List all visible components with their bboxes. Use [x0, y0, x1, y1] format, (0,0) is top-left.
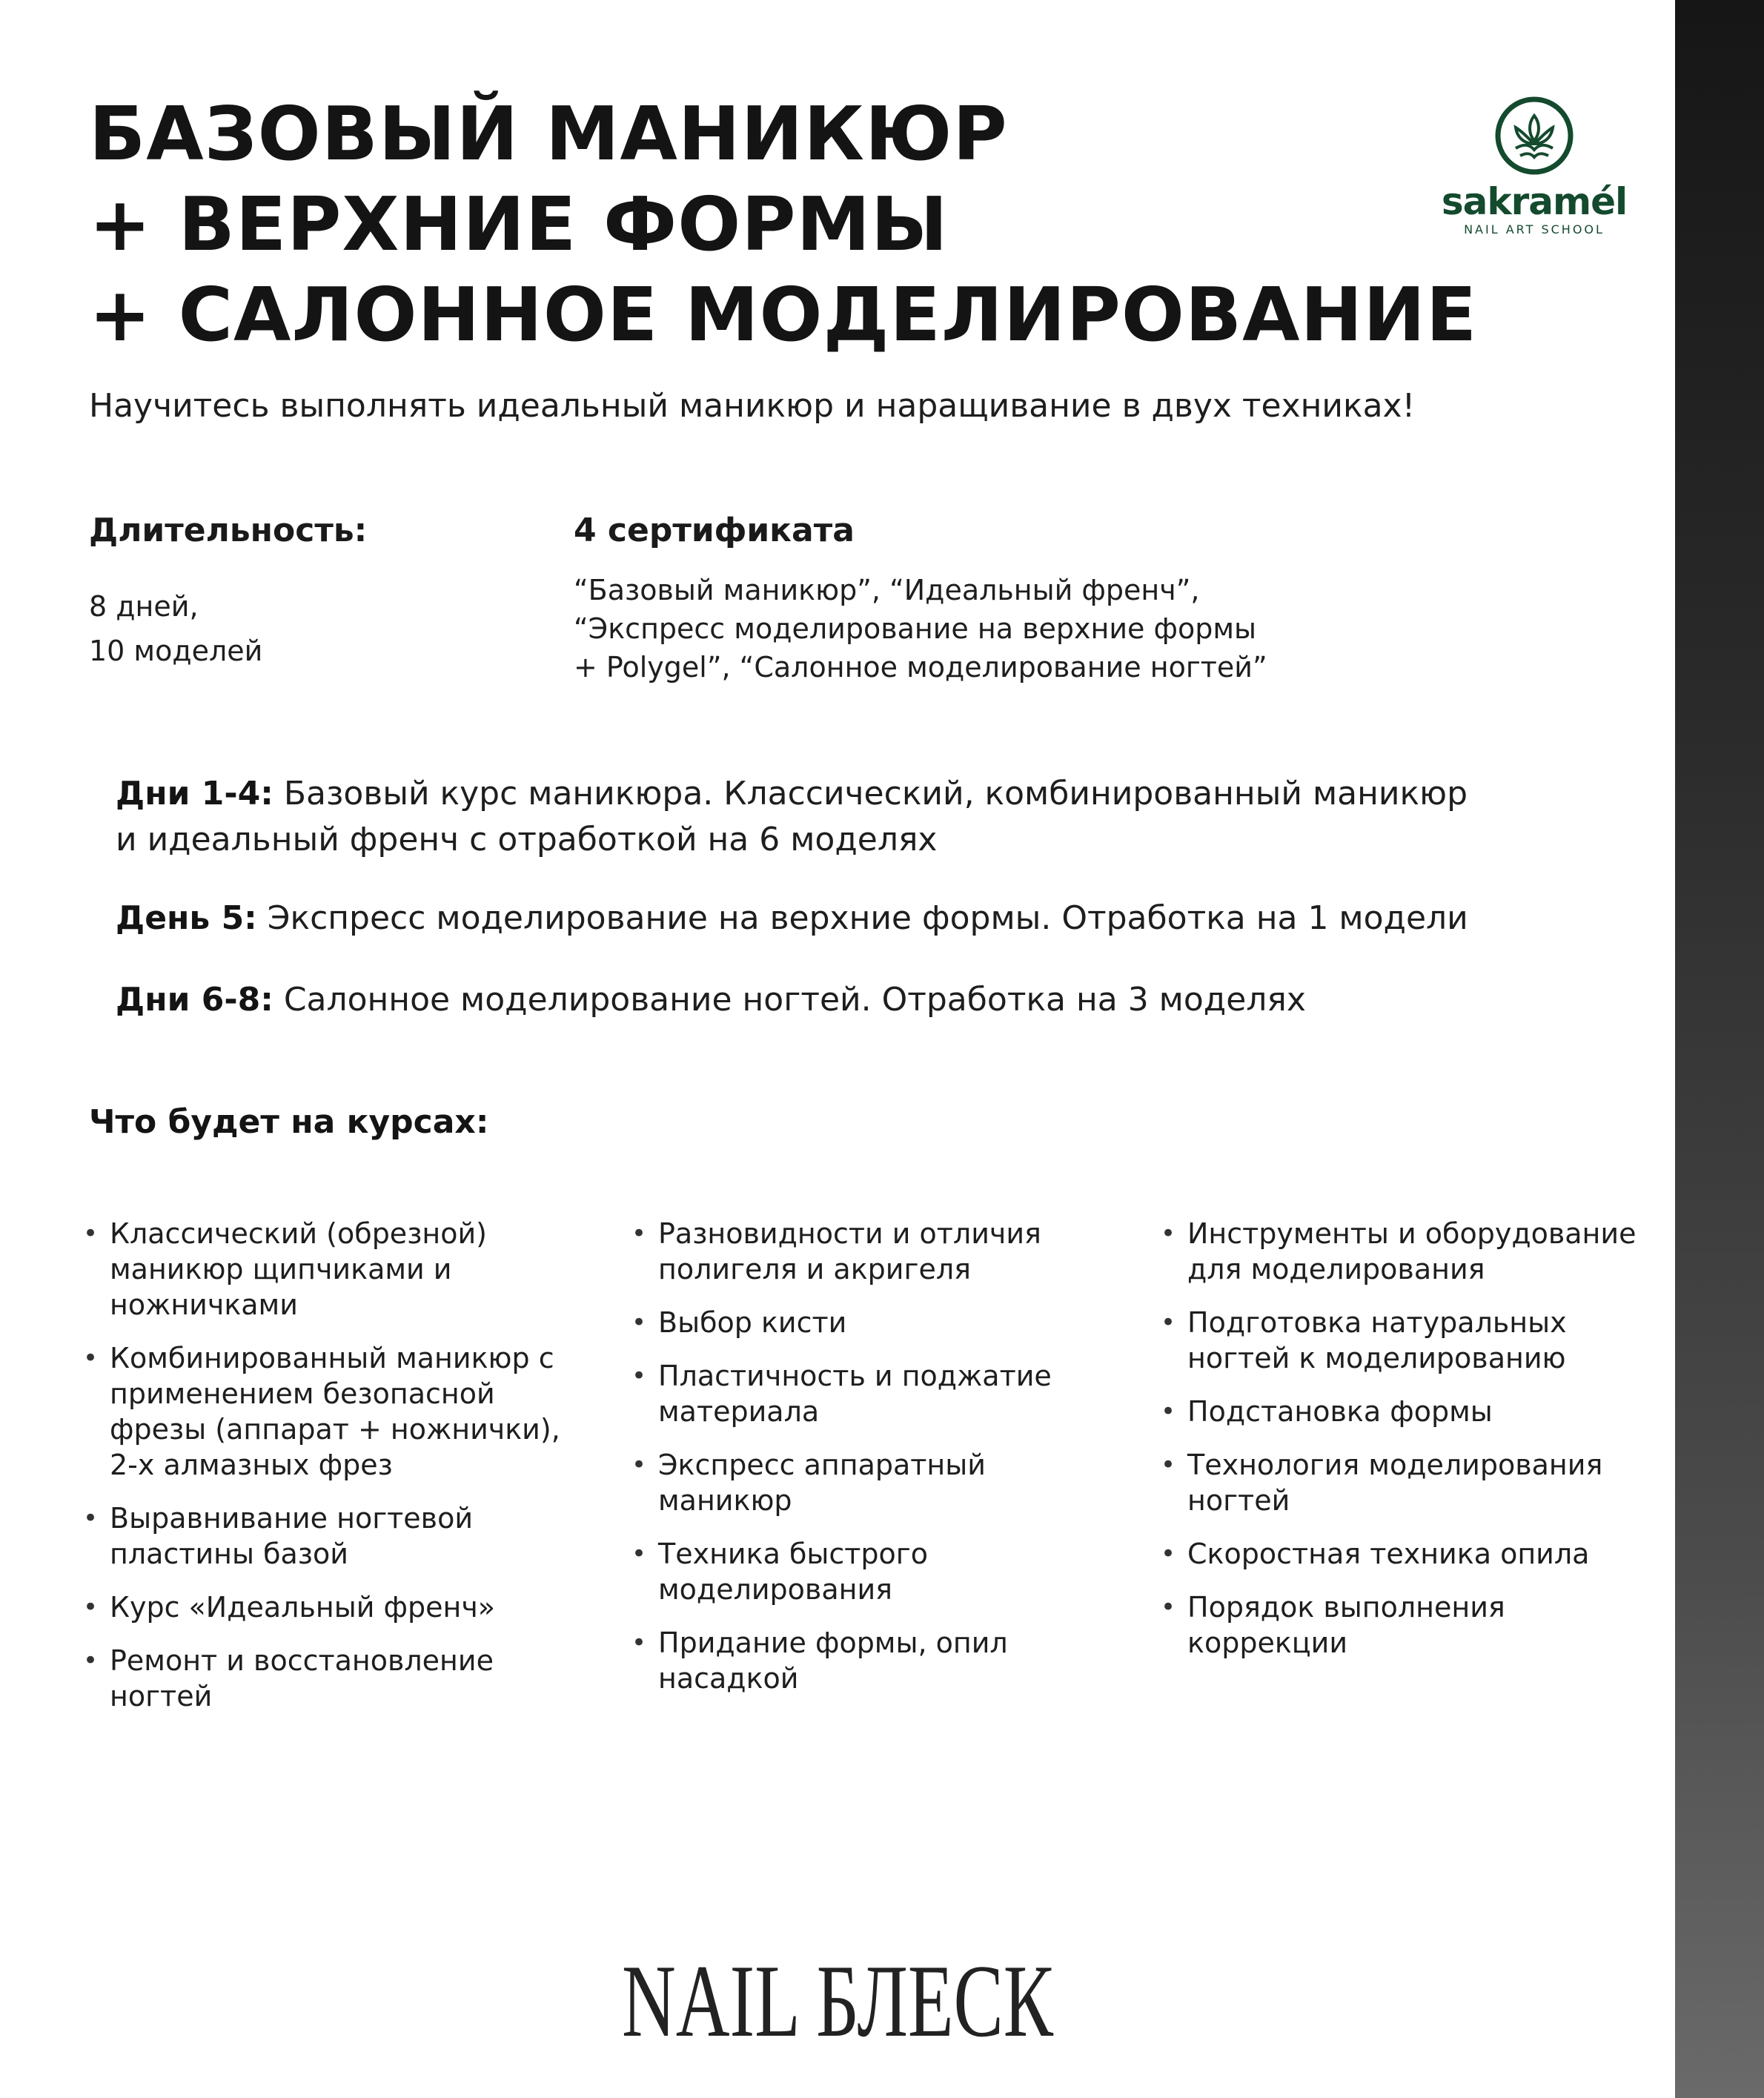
list-item: • Ремонт и восстановление ногтей [90, 1643, 594, 1714]
program-column-2 [639, 1216, 1098, 1714]
schedule-item [116, 896, 1642, 942]
list-item: • Придание формы, опил насадкой [639, 1625, 1098, 1696]
list-item: • Техника быстрого моделирования [639, 1536, 1098, 1607]
certificates-label: 4 сертификата [574, 512, 855, 549]
program-column-3 [1168, 1216, 1642, 1678]
list-item: • Экспресс аппаратный маникюр [639, 1447, 1098, 1518]
list-item: • Подстановка формы [1168, 1394, 1642, 1429]
schedule-text: Экспресс моделирование на верхние формы. Отработка на 1 модели [256, 899, 1468, 937]
page-title [89, 89, 1477, 360]
title-line-1: БАЗОВЫЙ МАНИКЮР [89, 90, 1008, 177]
certificates-list [574, 571, 1267, 686]
list-item: • Разновидности и отличия полигеля и акригеля [639, 1216, 1098, 1287]
lotus-icon [1493, 95, 1575, 176]
schedule-text: Базовый курс маникюра. Классический, комбинированный маникюр [273, 775, 1468, 813]
list-item: • Курс «Идеальный френч» [90, 1589, 594, 1625]
course-schedule [116, 771, 1642, 1059]
list-item: • Подготовка натуральных ногтей к моделированию [1168, 1305, 1642, 1376]
certificates-line-3: + Polygel”, “Салонное моделирование ногтей” [574, 651, 1267, 684]
certificates-line-2: “Экспресс моделирование на верхние формы [574, 612, 1256, 645]
program-title: Что будет на курсах: [89, 1103, 489, 1141]
duration-models: 10 моделей [89, 635, 263, 667]
schedule-text-cont: и идеальный френч с отработкой на 6 моделях [116, 821, 938, 858]
side-gradient-band [1675, 0, 1764, 2098]
schedule-item [116, 771, 1642, 863]
program-column-1 [90, 1216, 594, 1732]
list-item: • Комбинированный маникюр с применением безопасной фрезы (аппарат + ножнички), 2-х алмазных фрез [90, 1340, 594, 1483]
list-item: • Технология моделирования ногтей [1168, 1447, 1642, 1518]
list-item: • Выравнивание ногтевой пластины базой [90, 1500, 594, 1572]
title-line-3: + САЛОННОЕ МОДЕЛИРОВАНИЕ [89, 271, 1478, 358]
list-item: • Скоростная техника опила [1168, 1536, 1642, 1572]
duration-days: 8 дней, [89, 590, 199, 623]
list-item: • Порядок выполнения коррекции [1168, 1589, 1642, 1661]
logo-subtitle: NAIL ART SCHOOL [1464, 222, 1605, 236]
schedule-label: День 5: [116, 899, 257, 937]
schedule-text: Салонное моделирование ногтей. Отработка на 3 моделях [273, 981, 1306, 1019]
list-item: • Классический (обрезной) маникюр щипчиками и ножничками [90, 1216, 594, 1323]
schedule-label: Дни 6-8: [116, 981, 273, 1019]
schedule-label: Дни 1-4: [116, 775, 273, 813]
duration-value [89, 584, 262, 673]
school-logo [1423, 95, 1645, 243]
schedule-item [116, 977, 1642, 1023]
brand-wordmark: NAIL БЛЕСК [622, 1944, 1053, 2059]
list-item: • Выбор кисти [639, 1305, 1098, 1340]
course-subtitle: Научитесь выполнять идеальный маникюр и наращивание в двух техниках! [89, 387, 1416, 425]
list-item: • Пластичность и поджатие материала [639, 1358, 1098, 1429]
duration-label: Длительность: [89, 512, 368, 549]
title-line-2: + ВЕРХНИЕ ФОРМЫ [89, 181, 949, 268]
list-item: • Инструменты и оборудование для моделирования [1168, 1216, 1642, 1287]
logo-name: sakramél [1441, 180, 1628, 223]
certificates-line-1: “Базовый маникюр”, “Идеальный френч”, [574, 574, 1200, 606]
